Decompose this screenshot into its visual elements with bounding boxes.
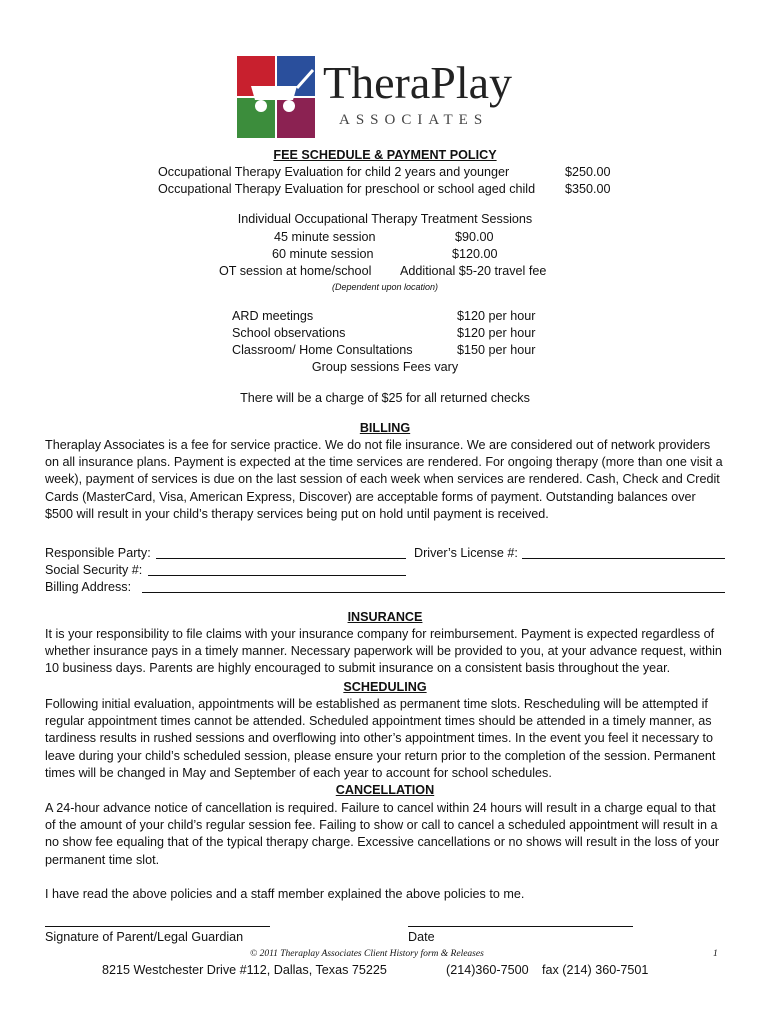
- eval1-label: Occupational Therapy Evaluation for child 2 years and younger: [158, 165, 510, 179]
- s45-label: 45 minute session: [274, 230, 376, 244]
- billing-address-label: Billing Address:: [45, 580, 132, 594]
- home-label: OT session at home/school: [219, 264, 372, 278]
- acknowledgement: I have read the above policies and a staff member explained the above policies to me.: [45, 887, 525, 901]
- group-sessions: Group sessions Fees vary: [311, 360, 459, 374]
- billing-text: Theraplay Associates is a fee for service practice. We do not file insurance. We are considered out of network providers on all insurance plans. Payment is expected at the time services are rendered. For ongoing therapy (more than one visit a week), payment of services is due on the last session of each week when services are rendered. Cash, Check and Credit Cards (MasterCard, Visa, American Express, Discover) are acceptable forms of payment. Outstanding balances over $500 will result in your child’s therapy services being put on hold until payment is received.: [45, 438, 723, 521]
- fee-schedule-title: FEE SCHEDULE & PAYMENT POLICY: [273, 148, 497, 162]
- date-label: Date: [408, 930, 435, 944]
- school-price: $120 per hour: [457, 326, 536, 340]
- footer-phone: (214)360-7500: [446, 963, 529, 977]
- signature-label: Signature of Parent/Legal Guardian: [45, 930, 244, 944]
- cancellation-title: CANCELLATION: [335, 783, 435, 797]
- drivers-license-field[interactable]: [522, 558, 725, 559]
- s45-price: $90.00: [455, 230, 494, 244]
- logo-subtitle: ASSOCIATES: [339, 112, 489, 128]
- insurance-text: It is your responsibility to file claims with your insurance company for reimbursement. Payment is expected regardless of whether insurance pays in a timely manner. Necessary paperwork will be provided to you, at your advance request, within 10 business days. Parents are highly encouraged to submit insurance on a consistent basis throughout the year.: [45, 627, 722, 676]
- classroom-label: Classroom/ Home Consultations: [232, 343, 413, 357]
- ssn-field[interactable]: [148, 575, 406, 576]
- cancellation-text: A 24-hour advance notice of cancellation is required. Failure to cancel within 24 hours will result in a charge equal to that of the amount of your child’s regular session fee. Failing to show or call to cancel a scheduled appointment will result in a no show fee equaling that of the typical therapy charge. Excessive cancellations or no shows will result in the loss of your permanent time slot.: [45, 801, 720, 867]
- billing-address-field[interactable]: [142, 592, 725, 593]
- responsible-party-label: Responsible Party:: [45, 546, 151, 560]
- home-price: Additional $5-20 travel fee: [400, 264, 547, 278]
- ard-label: ARD meetings: [232, 309, 314, 323]
- scheduling-title: SCHEDULING: [343, 680, 427, 694]
- dependent-note: (Dependent upon location): [331, 282, 439, 292]
- insurance-title: INSURANCE: [347, 610, 423, 624]
- classroom-price: $150 per hour: [457, 343, 536, 357]
- eval2-label: Occupational Therapy Evaluation for preschool or school aged child: [158, 182, 536, 196]
- responsible-party-field[interactable]: [156, 558, 406, 559]
- page-number: 1: [713, 949, 718, 959]
- ssn-label: Social Security #:: [45, 563, 143, 577]
- returned-checks: There will be a charge of $25 for all returned checks: [240, 391, 530, 405]
- sessions-title: Individual Occupational Therapy Treatment Sessions: [237, 212, 533, 226]
- eval2-price: $350.00: [565, 182, 611, 196]
- s60-price: $120.00: [452, 247, 498, 261]
- scheduling-text: Following initial evaluation, appointments will be established as permanent time slots. Rescheduling will be attempted if regular appointment times cannot be attended. Scheduled appointment times should be attended in a timely manner, as tardiness results in rushed sessions and overflowing into other’s appointment times. In the event you feel it necessary to leave during your child’s scheduled session, please ensure your return prior to the completion of the session. Permanent times will be changed in May and September of each year to account for school schedules.: [45, 697, 716, 780]
- copyright-note: © 2011 Theraplay Associates Client History form & Releases: [250, 949, 484, 959]
- school-label: School observations: [232, 326, 346, 340]
- ard-price: $120 per hour: [457, 309, 536, 323]
- theraplay-logo: [237, 56, 532, 138]
- footer-fax: fax (214) 360-7501: [542, 963, 649, 977]
- drivers-license-label: Driver’s License #:: [414, 546, 518, 560]
- s60-label: 60 minute session: [272, 247, 374, 261]
- footer-address: 8215 Westchester Drive #112, Dallas, Texas 75225: [102, 963, 387, 977]
- signature-field[interactable]: [45, 926, 270, 927]
- billing-title: BILLING: [359, 421, 411, 435]
- date-field[interactable]: [408, 926, 633, 927]
- eval1-price: $250.00: [565, 165, 611, 179]
- logo-name: TheraPlay: [323, 57, 513, 108]
